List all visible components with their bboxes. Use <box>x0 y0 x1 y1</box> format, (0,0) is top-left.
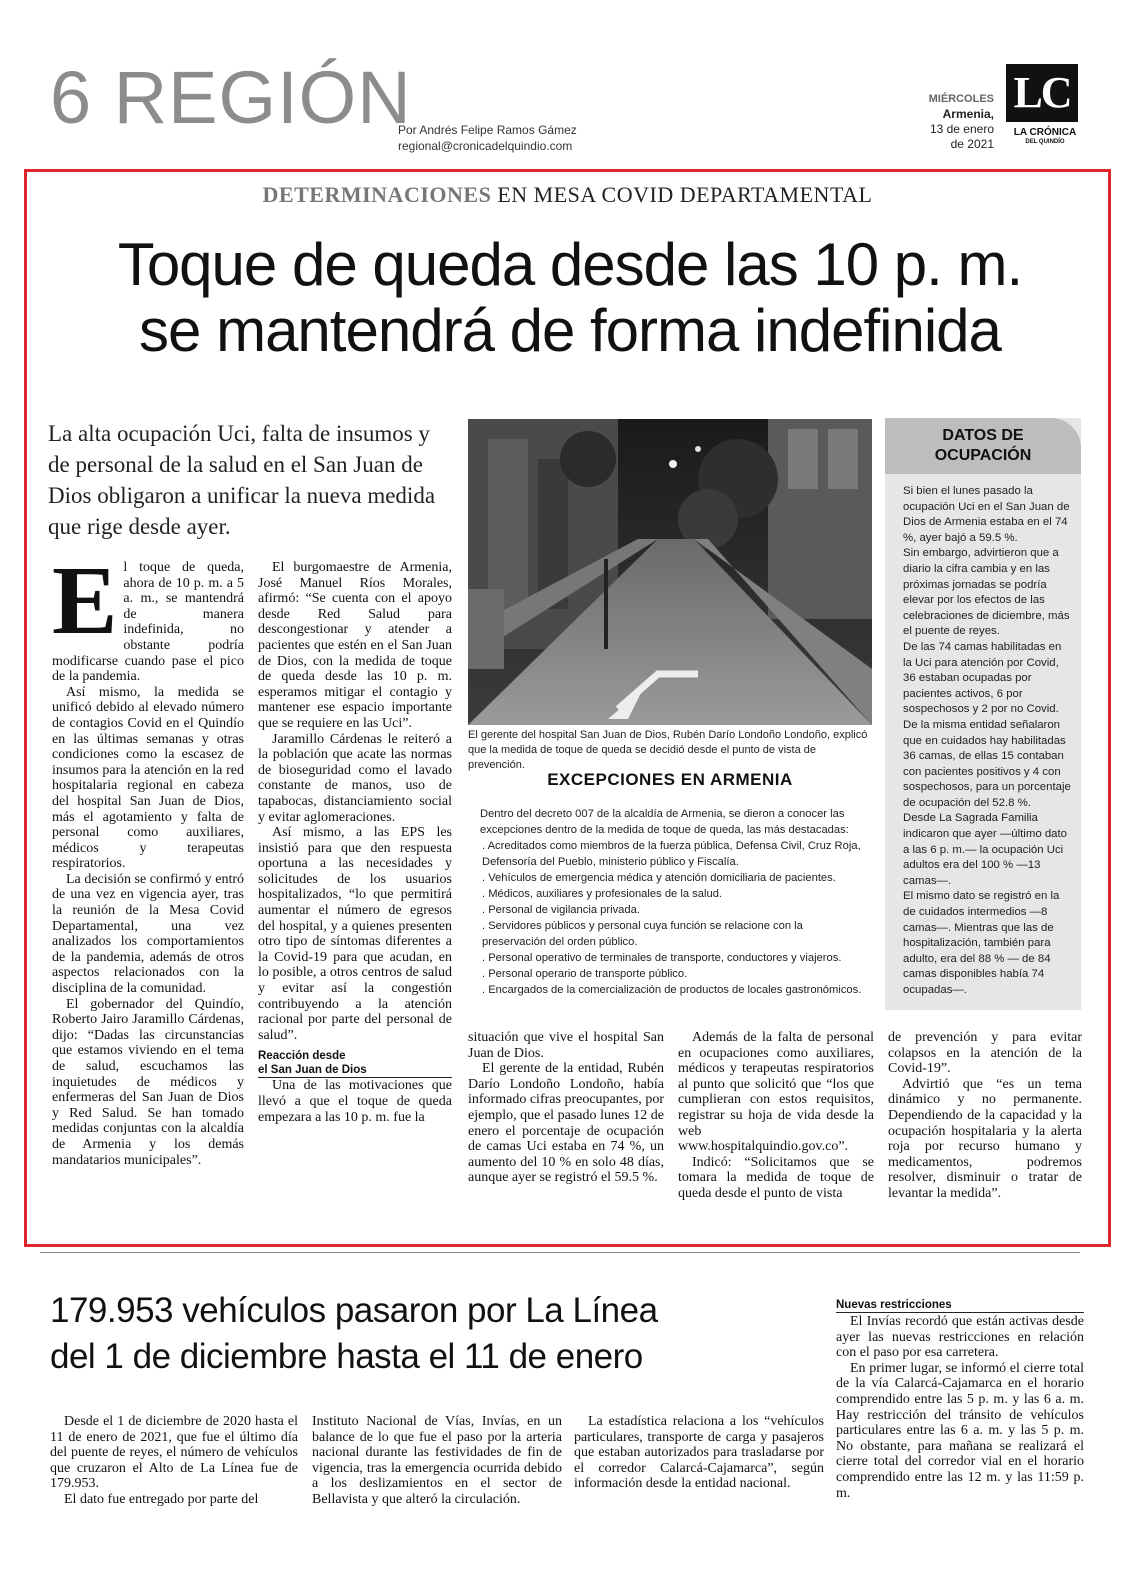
exception-item: . Servidores públicos y personal cuya función se relacione con la preservación del orden público. <box>482 920 803 948</box>
second-subheading-wrap <box>836 1298 1084 1313</box>
sidebar-paragraph: El mismo dato se registró en la de cuidados intermedios —8 camas—. Mientras que las de hospitalización, también para adulto, era del 88 % — de 84 camas disponibles había 74 ocupadas—. <box>903 890 1060 996</box>
article-column-4 <box>678 1030 874 1202</box>
section-title: 6 REGIÓN <box>50 56 412 139</box>
sidebar-title-line-2: OCUPACIÓN <box>934 447 1032 464</box>
sidebar-title-line-1: DATOS DE <box>942 427 1024 444</box>
date-city: Armenia, <box>942 107 994 121</box>
subheading <box>258 1049 452 1078</box>
exception-item: . Personal operativo de terminales de transporte, conductores y viajeros. <box>482 952 842 964</box>
paragraph: Indicó: “Solicitamos que se tomara la medida de toque de queda desde el punto de vista <box>678 1154 874 1201</box>
date-line-1: 13 de enero <box>929 122 994 136</box>
paragraph: El gerente de la entidad, Rubén Darío Londoño Londoño, había informado cifras preocupantes, por ejemplo, que el pasado lunes 12 de enero el porcentaje de ocupación de camas Uci estaba en 74 %, un aumento del 10 % en solo 48 días, aunque ayer se registró el 59.5 %. <box>468 1061 664 1186</box>
paragraph: Una de las motivaciones que llevó a que el toque de queda empezara a las 10 p. m. fue la <box>258 1078 452 1125</box>
drop-cap: E <box>52 547 118 655</box>
exception-item: . Vehículos de emergencia médica y atención domiciliaria de pacientes. <box>482 872 836 884</box>
kicker-bold: DETERMINACIONES <box>262 182 492 207</box>
paragraph: El burgomaestre de Armenia, José Manuel Ríos Morales, afirmó: “Se cuenta con el apoyo desde Red Salud para descongestionar y atender a pacientes que estén en el San Juan de Dios, con la medida de toque de queda desde las 10 p. m. esperamos mitigar el contagio y mantener ese espacio importante que se requiere en las Uci”. <box>258 560 452 731</box>
date-line-2: de 2021 <box>950 137 994 151</box>
paragraph: En primer lugar, se informó el cierre total de la vía Calarcá-Cajamarca en el horario comprendido entre las 5 p. m. y las 6 a. m. Hay restricción del tránsito de vehículos particulares entre las 6 a. m. y las 5 p. m. No obstante, para mañana se realizará el cierre total del corredor vial en el horario comprendido entre las 12 m. y las 11:59 p. m. <box>836 1360 1084 1501</box>
main-headline <box>40 232 1100 364</box>
paragraph: Advirtió que “es un tema dinámico y no permanente. Dependiendo de la capacidad y la ocupación hospitalaria y la alerta roja por recurso humano y medicamentos, podremos resolver, disminuir o tratar de levantar la medida”. <box>888 1076 1082 1201</box>
lead-paragraph: La alta ocupación Uci, falta de insumos y de personal de la salud en el San Juan de Dios obligaron a unificar la nueva medida que rige desde ayer. <box>48 421 436 539</box>
logo-name: LA CRÓNICA <box>1013 127 1077 138</box>
exception-item: . Personal operario de transporte público. <box>482 968 688 980</box>
second-column-4 <box>836 1314 1084 1501</box>
street-photo-illustration <box>468 419 872 725</box>
exception-item: . Personal de vigilancia privada. <box>482 904 640 916</box>
street-photo <box>468 419 872 725</box>
paragraph: El dato fue entregado por parte del <box>64 1491 259 1507</box>
logo-sub: DEL QUINDÍO <box>1025 139 1065 145</box>
paragraph: El gobernador del Quindío, Roberto Jairo Jaramillo Cárdenas, dijo: “Dadas las circunstancias que estamos viviendo en el tema de salud, escuchamos las inquietudes de médicos y enfermeras del San Juan de Dios y Red Salud. Se han tomado medidas conjuntas con la alcaldía de Armenia y los demás mandatarios municipales”. <box>52 996 244 1168</box>
second-column-2 <box>312 1414 562 1508</box>
photo-caption: El gerente del hospital San Juan de Dios, Rubén Darío Londoño Londoño, explicó que la medida de toque de queda se decidió desde el punto de vista de prevención. <box>468 729 868 771</box>
date-day: MIÉRCOLES <box>928 93 994 105</box>
sidebar-paragraph: Sin embargo, advirtieron que a diario la cifra cambia y en las próximas jornadas se podría elevar por los efectos de las celebraciones de diciembre, más el puente de reyes. <box>903 547 1070 638</box>
subheading-line-2: el San Juan de Dios <box>258 1063 452 1078</box>
article-column-2 <box>258 560 452 1125</box>
exceptions-title: EXCEPCIONES EN ARMENIA <box>547 770 793 789</box>
exception-item: . Acreditados como miembros de la fuerza pública, Defensa Civil, Cruz Roja, Defensoría del Pueblo, ministerio público y Fiscalía. <box>482 840 861 868</box>
headline-line-1: Toque de queda desde las 10 p. m. <box>117 231 1023 298</box>
article-column-3 <box>468 1030 664 1186</box>
section-divider <box>40 1252 1080 1253</box>
second-headline-line-1: 179.953 vehículos pasaron por La Línea <box>50 1291 658 1330</box>
article-column-1 <box>52 547 244 1168</box>
exceptions-box <box>480 806 864 998</box>
paragraph: situación que vive el hospital San Juan de Dios. <box>468 1030 664 1061</box>
headline-line-2: se mantendrá de forma indefinida <box>139 297 1001 364</box>
second-column-1 <box>50 1414 298 1508</box>
subheading-line-1: Reacción desde <box>258 1050 346 1063</box>
article-column-5 <box>888 1030 1082 1202</box>
date-block <box>900 92 994 152</box>
paragraph: de prevención y para evitar colapsos en la atención de la Covid-19”. <box>888 1030 1082 1077</box>
exception-item: . Encargados de la comercialización de productos de locales gastronómicos. <box>482 984 862 996</box>
paragraph: La decisión se confirmó y entró de una vez en vigencia ayer, tras la reunión de la Mesa Covid Departamental, una vez analizados los comportamientos de la pandemia, además de otros aspectos relacionados con la disciplina de la comunidad. <box>52 871 244 997</box>
exceptions-intro: Dentro del decreto 007 de la alcaldía de Armenia, se dieron a conocer las excepciones dentro de la medida de toque de queda, las más destacadas: <box>480 808 849 836</box>
kicker-rest: EN MESA COVID DEPARTAMENTAL <box>491 182 873 207</box>
paragraph: La estadística relaciona a los “vehículos particulares, transporte de carga y pasajeros que estaban autorizados para trasladarse por el corredor Calarcá-Cajamarca”, según información desde la entidad nacional. <box>574 1414 824 1492</box>
sidebar-body <box>885 474 1081 999</box>
paragraph: Además de la falta de personal en ocupaciones como auxiliares, médicos y terapeutas respiratorios al punto que solicitó que “los que cumplieran con estos requisitos, registrar su hoja de vida desde la web www.hospitalquindio.gov.co”. <box>678 1030 874 1155</box>
paragraph: l toque de queda, ahora de 10 p. m. a 5 a. m., se mantendrá de manera indefinida, no obstante podría modificarse cuando pase el pico de la pandemia. <box>52 560 244 685</box>
paragraph: El Invías recordó que están activas desde ayer las nuevas restricciones en relación con el paso por esa carretera. <box>836 1314 1084 1361</box>
paragraph: Instituto Nacional de Vías, Invías, en un balance de lo que fue el paso por la arteria nacional durante las festividades de fin de vigencia, tras la emergencia ocurrida debido a los deslizamientos en el sector de Bellavista y que alteró la circulación. <box>312 1414 562 1507</box>
byline <box>398 122 577 154</box>
byline-author: Por Andrés Felipe Ramos Gámez <box>398 123 577 137</box>
paragraph: Desde el 1 de diciembre de 2020 hasta el 11 de enero de 2021, que fue el último día del puente de reyes, el número de vehículos que cruzaron el Alto de La Línea fue de 179.953. <box>50 1414 298 1492</box>
byline-email: regional@cronicadelquindio.com <box>398 139 573 153</box>
newspaper-logo <box>1006 64 1084 150</box>
paragraph: Jaramillo Cárdenas le reiteró a la población que acate las normas de bioseguridad como el lavado constante de manos, uso de tapabocas, distanciamiento social y evitar aglomeraciones. <box>258 731 452 825</box>
sidebar-header <box>885 418 1081 474</box>
exception-item: . Médicos, auxiliares y profesionales de la salud. <box>482 888 723 900</box>
kicker <box>24 182 1111 208</box>
sidebar-paragraph: De la misma entidad señalaron que en cuidados hay habilitadas 36 camas, de ellas 15 contaban con pacientes positivos y 4 con sospechosos, para un porcentaje de ocupación del 52.8 %. <box>903 718 1071 809</box>
sidebar-paragraph: Si bien el lunes pasado la ocupación Uci en el San Juan de Dios de Armenia estaba en el 74 %, ayer bajó a 59.5 %. <box>903 485 1070 544</box>
occupancy-sidebar <box>885 418 1081 1010</box>
second-column-3 <box>574 1414 824 1492</box>
paragraph: Así mismo, a las EPS les insistió para que den respuesta oportuna a las necesidades y solicitudes de los usuarios hospitalizados, “lo que permitirá aumentar el número de egresos del hospital, y a quienes presenten otro tipo de síntomas diferentes a la Covid-19 para que acudan, en lo posible, a otros centros de salud y evitar así la congestión contribuyendo a la atención racional por parte del personal de salud”. <box>258 825 452 1043</box>
second-subheading: Nuevas restricciones <box>836 1298 1084 1313</box>
sidebar-paragraph: Desde La Sagrada Familia indicaron que ayer —último dato a las 6 p. m.— la ocupación Uci adultos era del 100 % —13 camas—. <box>903 812 1067 887</box>
second-headline <box>50 1288 810 1380</box>
paragraph: Así mismo, la medida se unificó debido al elevado número de contagios Covid en el Quindío en las últimas semanas y otras condiciones como la escasez de insumos para la atención en la red hospitalaria regional en cabeza del hospital San Juan de Dios, más el agotamiento y falta de personal como auxiliares, médicos y terapeutas respiratorios. <box>52 684 244 872</box>
sidebar-paragraph: De las 74 camas habilitadas en la Uci para atención por Covid, 36 estaban ocupadas por pacientes activos, 6 por sospechosos y 2 por no Covid. <box>903 640 1062 716</box>
logo-mark: LC <box>1006 64 1078 122</box>
second-headline-line-2: del 1 de diciembre hasta el 11 de enero <box>50 1337 643 1376</box>
